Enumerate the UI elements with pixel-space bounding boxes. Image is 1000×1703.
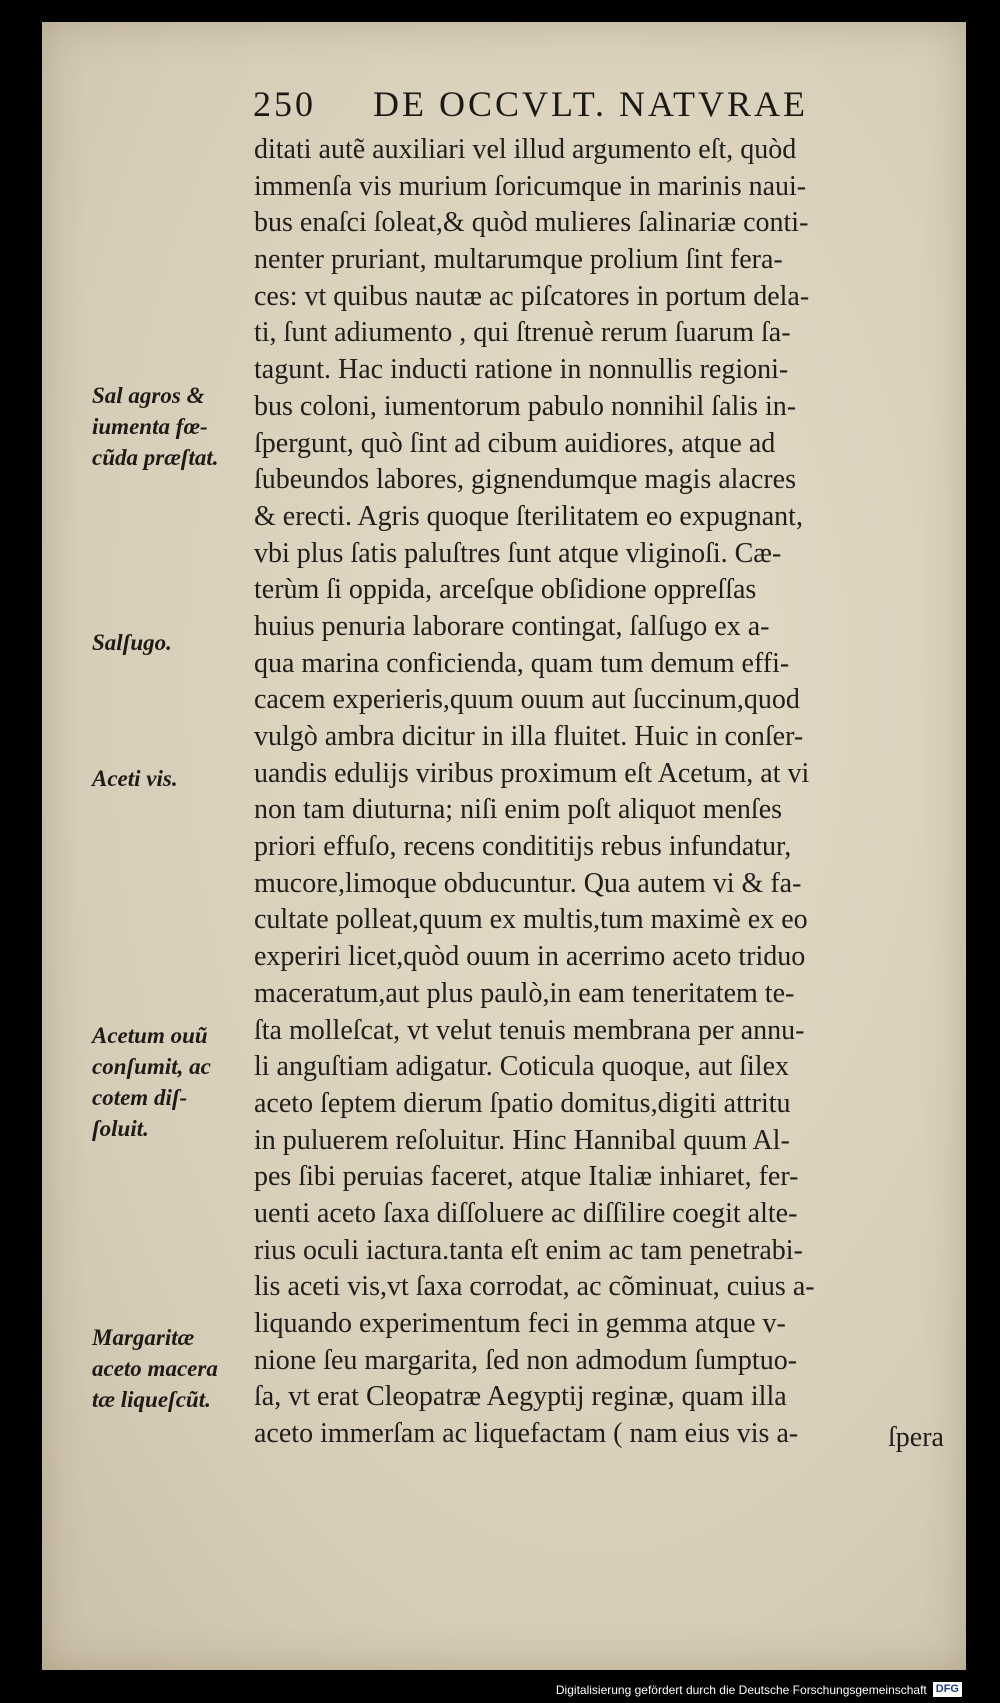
running-title: DE OCCVLT. NATVRAE <box>373 84 809 124</box>
main-text-block <box>254 132 960 1453</box>
text-line: li anguſtiam adigatur. Coticula quoque, aut ſilex <box>254 1051 789 1083</box>
text-line: liquando experimentum feci in gemma atque v- <box>254 1308 786 1339</box>
margin-note-line: ſoluit. <box>92 1116 149 1141</box>
text-line: terùm ſi oppida, arceſque obſidione oppreſſas <box>254 574 757 606</box>
text-line: pes ſibi peruias faceret, atque Italiæ inhiaret, fer- <box>254 1161 799 1193</box>
margin-note-acetum <box>92 1020 254 1144</box>
digitization-credit <box>556 1682 962 1697</box>
margin-note-line: iumenta fœ- <box>92 414 208 439</box>
margin-note-line: Salſugo. <box>92 630 172 655</box>
text-line: qua marina conficienda, quam tum demum effi- <box>254 647 790 679</box>
footer-text: Digitalisierung gefördert durch die Deutsche Forschungsgemeinschaft <box>555 1682 927 1697</box>
text-line: immenſa vis murium ſoricumque in marinis naui- <box>254 170 807 202</box>
text-line: ſta molleſcat, vt velut tenuis membrana per annu- <box>254 1014 805 1046</box>
text-line: uandis edulijs viribus proximum eſt Acetum, at vi <box>254 757 810 789</box>
text-line: non tam diuturna; niſi enim poſt aliquot menſes <box>254 794 783 826</box>
text-line: ſubeundos labores, gignendumque magis alacres <box>254 464 796 496</box>
page-number: 250 <box>253 84 316 124</box>
text-line: bus coloni, iumentorum pabulo nonnihil ſalis in- <box>254 390 797 422</box>
margin-note-salsugo <box>92 627 254 658</box>
text-line: uenti aceto ſaxa diſſoluere ac diſſilire coegit alte- <box>254 1197 798 1229</box>
text-line: huius penuria laborare contingat, ſalſugo ex a- <box>254 610 770 642</box>
margin-note-line: Aceti vis. <box>92 766 178 791</box>
text-line: ſa, vt erat Cleopatræ Aegyptij reginæ, quam illa <box>254 1381 787 1413</box>
text-line: ti, ſunt adiumento , qui ſtrenuè rerum ſuarum ſa- <box>254 317 791 349</box>
text-line: ditati autẽ auxiliari vel illud argumento eſt, quòd <box>254 134 797 165</box>
margin-note-line: tæ liqueſcũt. <box>92 1387 211 1412</box>
text-line: aceto ſeptem dierum ſpatio domitus,digiti attritu <box>254 1087 791 1119</box>
text-line: aceto immerſam ac liquefactam ( nam eius vis a- <box>254 1418 799 1450</box>
margin-note-line: cotem diſ- <box>92 1085 188 1110</box>
margin-note-margaritae <box>92 1322 254 1415</box>
dfg-logo: DFG <box>933 1682 962 1697</box>
margin-note-aceti-vis <box>92 763 254 794</box>
text-line: vulgò ambra dicitur in illa fluitet. Huic in conſer- <box>254 721 804 752</box>
text-line: priori effuſo, recens condititijs rebus infundatur, <box>254 831 792 863</box>
text-line: vbi plus ſatis paluſtres ſunt atque vliginoſi. Cæ- <box>254 537 782 569</box>
text-line: maceratum,aut plus paulò,in eam teneritatem te- <box>254 977 795 1009</box>
text-line: nenter pruriant, multarumque prolium ſint fera- <box>254 244 783 276</box>
margin-note-line: Acetum ouũ <box>92 1023 208 1048</box>
text-line: experiri licet,quòd ouum in acerrimo aceto triduo <box>254 941 806 973</box>
text-line: ces: vt quibus nautæ ac piſcatores in portum dela- <box>254 280 810 312</box>
catchword: ſpera <box>888 1422 944 1453</box>
margin-note-line: Sal agros & <box>92 383 205 408</box>
margin-note-line: conſumit, ac <box>92 1054 211 1079</box>
text-line: rius oculi iactura.tanta eſt enim ac tam penetrabi- <box>254 1234 803 1266</box>
text-line: mucore,limoque obducuntur. Qua autem vi & fa- <box>254 867 802 899</box>
text-line: ſpergunt, quò ſint ad cibum auidiores, atque ad <box>254 427 776 459</box>
text-line: nione ſeu margarita, ſed non admodum ſumptuo- <box>254 1344 798 1376</box>
text-line: in puluerem reſoluitur. Hinc Hannibal quum Al- <box>254 1124 790 1156</box>
text-line: lis aceti vis,vt ſaxa corrodat, ac cõminuat, cuius a- <box>254 1271 815 1303</box>
running-header <box>253 83 903 131</box>
margin-note-line: aceto macera <box>92 1356 218 1381</box>
text-line: tagunt. Hac inducti ratione in nonnullis regioni- <box>254 354 789 386</box>
text-line: cacem experieris,quum ouum aut ſuccinum,quod <box>254 684 800 716</box>
margin-note-sal <box>92 380 254 473</box>
margin-note-line: cũda præſtat. <box>92 445 219 470</box>
text-line: bus enaſci ſoleat,& quòd mulieres ſalinariæ conti- <box>254 207 809 239</box>
text-line: cultate polleat,quum ex multis,tum maximè ex eo <box>254 904 808 936</box>
text-line: & erecti. Agris quoque ſterilitatem eo expugnant, <box>254 500 803 532</box>
margin-note-line: Margaritæ <box>92 1325 195 1350</box>
